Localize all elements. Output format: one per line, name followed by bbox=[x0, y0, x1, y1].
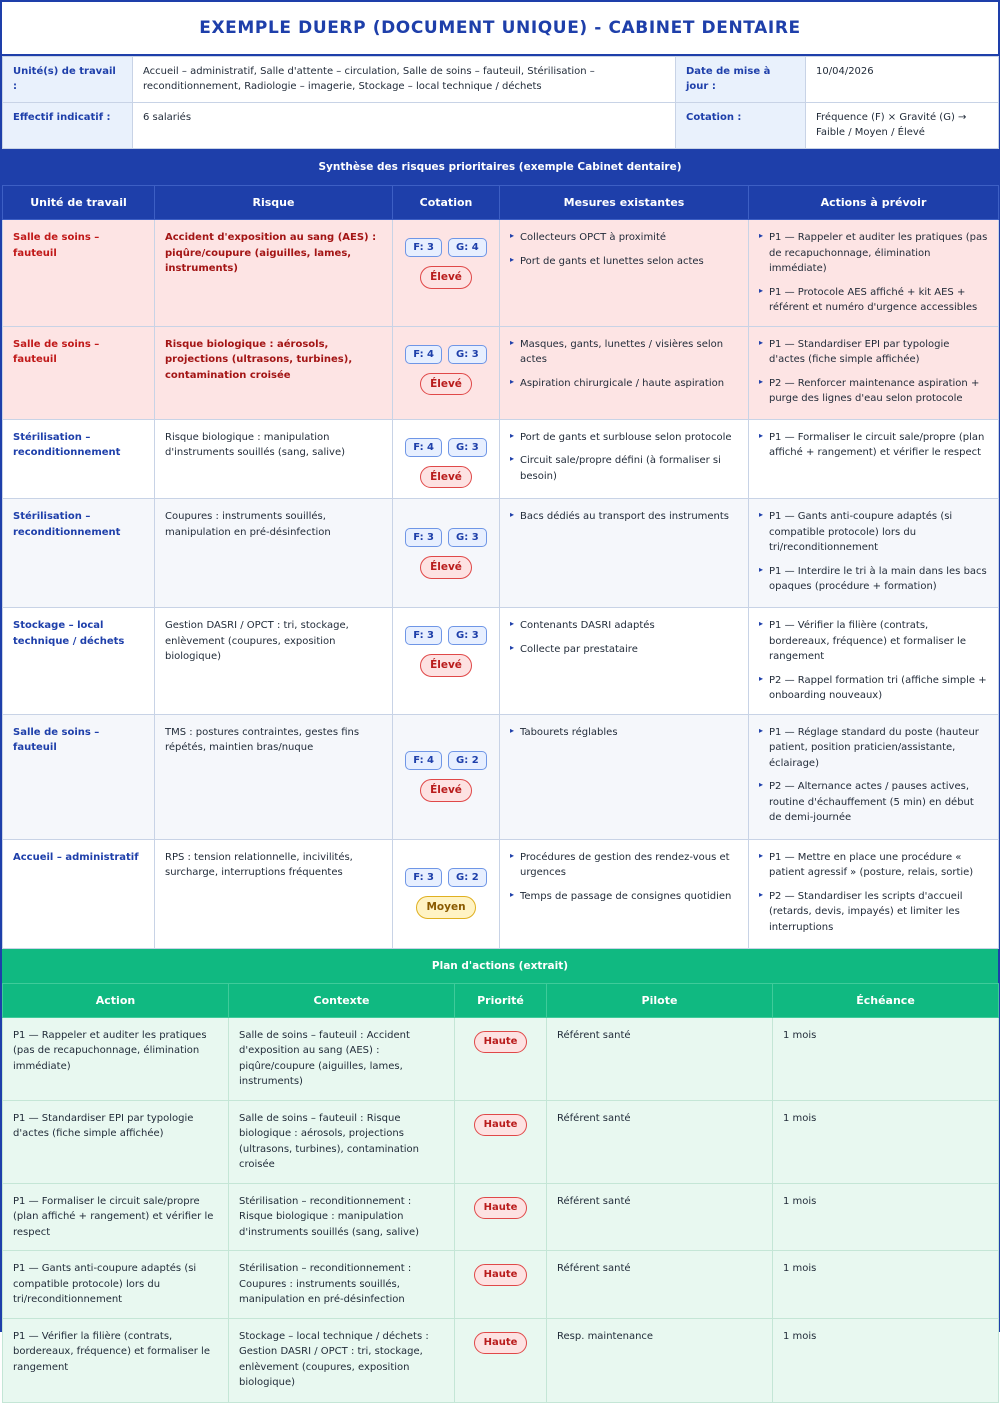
list-item: ▸ P2 — Standardiser les scripts d'accueil (retards, devis, impayés) et limiter les interruptions bbox=[759, 889, 988, 936]
risk-level-badge: Moyen bbox=[416, 896, 475, 919]
meta-row bbox=[3, 103, 999, 149]
meta-table bbox=[2, 56, 999, 149]
frequency-chip: F: 3 bbox=[405, 238, 442, 257]
priority-badge: Haute bbox=[474, 1031, 528, 1053]
header-rating: Cotation bbox=[393, 186, 500, 220]
table-row bbox=[3, 1100, 999, 1183]
risk-unit: Stockage – local technique / déchets bbox=[3, 608, 155, 715]
list-item: ▸ Collecteurs OPCT à proximité bbox=[510, 230, 738, 246]
staff-value: 6 salariés bbox=[133, 103, 676, 149]
plan-deadline: 1 mois bbox=[773, 1100, 999, 1183]
risk-rating bbox=[393, 714, 500, 839]
synthesis-title: Synthèse des risques prioritaires (exemple Cabinet dentaire) bbox=[318, 161, 682, 173]
risk-description: TMS : postures contraintes, gestes fins répétés, maintien bras/nuque bbox=[155, 714, 393, 839]
header-actions: Actions à prévoir bbox=[749, 186, 999, 220]
risk-rating bbox=[393, 220, 500, 327]
risk-level-badge: Élevé bbox=[420, 556, 472, 579]
plan-deadline: 1 mois bbox=[773, 1318, 999, 1402]
plan-priority bbox=[455, 1100, 547, 1183]
risk-level-badge: Élevé bbox=[420, 266, 472, 289]
frequency-chip: F: 4 bbox=[405, 345, 442, 364]
risk-unit: Stérilisation – reconditionnement bbox=[3, 419, 155, 499]
priority-badge: Haute bbox=[474, 1264, 528, 1286]
risk-description: Risque biologique : aérosols, projections (ultrasons, turbines), contamination croisée bbox=[155, 326, 393, 419]
plan-deadline: 1 mois bbox=[773, 1251, 999, 1319]
planned-actions bbox=[749, 714, 999, 839]
action-plan-table bbox=[2, 983, 999, 1403]
plan-deadline: 1 mois bbox=[773, 1183, 999, 1251]
plan-action: P1 — Vérifier la filière (contrats, bordereaux, fréquence) et formaliser le rangement bbox=[3, 1318, 229, 1402]
existing-measures bbox=[500, 839, 749, 948]
date-label: Date de mise à jour : bbox=[676, 57, 806, 103]
list-item: ▸ Collecte par prestataire bbox=[510, 642, 738, 658]
risk-unit: Salle de soins – fauteuil bbox=[3, 714, 155, 839]
plan-action: P1 — Formaliser le circuit sale/propre (plan affiché + rangement) et vérifier le respect bbox=[3, 1183, 229, 1251]
existing-measures bbox=[500, 714, 749, 839]
risk-synthesis-table bbox=[2, 185, 999, 949]
table-row bbox=[3, 1318, 999, 1402]
planned-actions bbox=[749, 839, 999, 948]
list-item: ▸ Temps de passage de consignes quotidien bbox=[510, 889, 738, 905]
rating-label: Cotation : bbox=[676, 103, 806, 149]
header-pilot: Pilote bbox=[547, 983, 773, 1017]
plan-context: Stérilisation – reconditionnement : Coupures : instruments souillés, manipulation en pré-désinfection bbox=[229, 1251, 455, 1319]
plan-context: Salle de soins – fauteuil : Risque biologique : aérosols, projections (ultrasons, turbines), contamination croisée bbox=[229, 1100, 455, 1183]
table-row bbox=[3, 714, 999, 839]
existing-measures bbox=[500, 419, 749, 499]
existing-measures bbox=[500, 326, 749, 419]
list-item: ▸ P1 — Rappeler et auditer les pratiques (pas de recapuchonnage, élimination immédiate) bbox=[759, 230, 988, 277]
frequency-chip: F: 4 bbox=[405, 438, 442, 457]
plan-priority bbox=[455, 1318, 547, 1402]
risk-rating bbox=[393, 326, 500, 419]
planned-actions bbox=[749, 326, 999, 419]
plan-pilot: Référent santé bbox=[547, 1100, 773, 1183]
frequency-chip: F: 4 bbox=[405, 751, 442, 770]
risk-table-header bbox=[3, 186, 999, 220]
list-item: ▸ P1 — Vérifier la filière (contrats, bordereaux, fréquence) et formaliser le rangement bbox=[759, 618, 988, 665]
table-row bbox=[3, 326, 999, 419]
list-item: ▸ Aspiration chirurgicale / haute aspiration bbox=[510, 376, 738, 392]
list-item: ▸ Port de gants et lunettes selon actes bbox=[510, 254, 738, 270]
units-label: Unité(s) de travail : bbox=[3, 57, 133, 103]
priority-badge: Haute bbox=[474, 1114, 528, 1136]
plan-pilot: Référent santé bbox=[547, 1183, 773, 1251]
plan-pilot: Référent santé bbox=[547, 1251, 773, 1319]
planned-actions bbox=[749, 499, 999, 608]
risk-level-badge: Élevé bbox=[420, 779, 472, 802]
risk-rating bbox=[393, 419, 500, 499]
priority-badge: Haute bbox=[474, 1332, 528, 1354]
plan-priority bbox=[455, 1183, 547, 1251]
plan-context: Stérilisation – reconditionnement : Risque biologique : manipulation d'instruments souillés (sang, salive) bbox=[229, 1183, 455, 1251]
planned-actions bbox=[749, 220, 999, 327]
table-row bbox=[3, 608, 999, 715]
action-plan-title: Plan d'actions (extrait) bbox=[431, 959, 569, 972]
risk-unit: Salle de soins – fauteuil bbox=[3, 326, 155, 419]
list-item: ▸ Tabourets réglables bbox=[510, 725, 738, 741]
header-priority: Priorité bbox=[455, 983, 547, 1017]
table-row bbox=[3, 1251, 999, 1319]
risk-unit: Salle de soins – fauteuil bbox=[3, 220, 155, 327]
list-item: ▸ P2 — Alternance actes / pauses actives, routine d'échauffement (5 min) en début de demi-journée bbox=[759, 779, 988, 826]
existing-measures bbox=[500, 608, 749, 715]
risk-description: Accident d'exposition au sang (AES) : piqûre/coupure (aiguilles, lames, instruments) bbox=[155, 220, 393, 327]
priority-badge: Haute bbox=[474, 1197, 528, 1219]
existing-measures bbox=[500, 220, 749, 327]
header-action: Action bbox=[3, 983, 229, 1017]
gravity-chip: G: 2 bbox=[448, 751, 487, 770]
risk-unit: Stérilisation – reconditionnement bbox=[3, 499, 155, 608]
list-item: ▸ P1 — Formaliser le circuit sale/propre (plan affiché + rangement) et vérifier le respect bbox=[759, 430, 988, 461]
gravity-chip: G: 3 bbox=[448, 345, 487, 364]
plan-action: P1 — Rappeler et auditer les pratiques (pas de recapuchonnage, élimination immédiate) bbox=[3, 1017, 229, 1100]
table-row bbox=[3, 1017, 999, 1100]
risk-description: Risque biologique : manipulation d'instruments souillés (sang, salive) bbox=[155, 419, 393, 499]
action-plan-title-bar bbox=[2, 949, 998, 983]
table-row bbox=[3, 419, 999, 499]
header-deadline: Échéance bbox=[773, 983, 999, 1017]
plan-context: Stockage – local technique / déchets : Gestion DASRI / OPCT : tri, stockage, enlèvement (coupures, exposition biologique) bbox=[229, 1318, 455, 1402]
planned-actions bbox=[749, 608, 999, 715]
plan-action: P1 — Gants anti-coupure adaptés (si compatible protocole) lors du tri/reconditionnement bbox=[3, 1251, 229, 1319]
list-item: ▸ P1 — Gants anti-coupure adaptés (si compatible protocole) lors du tri/reconditionnement bbox=[759, 509, 988, 556]
list-item: ▸ P1 — Interdire le tri à la main dans les bacs opaques (procédure + formation) bbox=[759, 564, 988, 595]
meta-row bbox=[3, 57, 999, 103]
risk-description: Coupures : instruments souillés, manipulation en pré-désinfection bbox=[155, 499, 393, 608]
rating-value: Fréquence (F) × Gravité (G) → Faible / Moyen / Élevé bbox=[806, 103, 999, 149]
frequency-chip: F: 3 bbox=[405, 868, 442, 887]
risk-rating bbox=[393, 839, 500, 948]
existing-measures bbox=[500, 499, 749, 608]
list-item: ▸ Procédures de gestion des rendez-vous et urgences bbox=[510, 850, 738, 881]
gravity-chip: G: 4 bbox=[448, 238, 487, 257]
table-row bbox=[3, 839, 999, 948]
risk-description: Gestion DASRI / OPCT : tri, stockage, enlèvement (coupures, exposition biologique) bbox=[155, 608, 393, 715]
risk-unit: Accueil – administratif bbox=[3, 839, 155, 948]
plan-table-header bbox=[3, 983, 999, 1017]
date-value: 10/04/2026 bbox=[806, 57, 999, 103]
list-item: ▸ P1 — Standardiser EPI par typologie d'actes (fiche simple affichée) bbox=[759, 337, 988, 368]
list-item: ▸ P2 — Rappel formation tri (affiche simple + onboarding nouveaux) bbox=[759, 673, 988, 704]
risk-rating bbox=[393, 608, 500, 715]
risk-rating bbox=[393, 499, 500, 608]
list-item: ▸ P2 — Renforcer maintenance aspiration + purge des lignes d'eau selon protocole bbox=[759, 376, 988, 407]
frequency-chip: F: 3 bbox=[405, 626, 442, 645]
gravity-chip: G: 3 bbox=[448, 438, 487, 457]
gravity-chip: G: 3 bbox=[448, 528, 487, 547]
plan-context: Salle de soins – fauteuil : Accident d'exposition au sang (AES) : piqûre/coupure (aiguilles, lames, instruments) bbox=[229, 1017, 455, 1100]
list-item: ▸ P1 — Protocole AES affiché + kit AES + référent et numéro d'urgence accessibles bbox=[759, 285, 988, 316]
plan-deadline: 1 mois bbox=[773, 1017, 999, 1100]
planned-actions bbox=[749, 419, 999, 499]
list-item: ▸ Circuit sale/propre défini (à formaliser si besoin) bbox=[510, 453, 738, 484]
document-title-bar bbox=[2, 2, 998, 56]
plan-priority bbox=[455, 1017, 547, 1100]
risk-level-badge: Élevé bbox=[420, 466, 472, 489]
frequency-chip: F: 3 bbox=[405, 528, 442, 547]
list-item: ▸ Contenants DASRI adaptés bbox=[510, 618, 738, 634]
synthesis-title-bar bbox=[2, 149, 998, 185]
gravity-chip: G: 3 bbox=[448, 626, 487, 645]
plan-priority bbox=[455, 1251, 547, 1319]
list-item: ▸ Masques, gants, lunettes / visières selon actes bbox=[510, 337, 738, 368]
plan-pilot: Resp. maintenance bbox=[547, 1318, 773, 1402]
plan-pilot: Référent santé bbox=[547, 1017, 773, 1100]
header-measures: Mesures existantes bbox=[500, 186, 749, 220]
risk-description: RPS : tension relationnelle, incivilités, surcharge, interruptions fréquentes bbox=[155, 839, 393, 948]
table-row bbox=[3, 220, 999, 327]
list-item: ▸ P1 — Mettre en place une procédure « patient agressif » (posture, relais, sortie) bbox=[759, 850, 988, 881]
units-value: Accueil – administratif, Salle d'attente – circulation, Salle de soins – fauteuil, Stérilisation – reconditionnement, Radiologie – imagerie, Stockage – local technique / déchets bbox=[133, 57, 676, 103]
header-unit: Unité de travail bbox=[3, 186, 155, 220]
document-title: EXEMPLE DUERP (DOCUMENT UNIQUE) - CABINET DENTAIRE bbox=[199, 18, 801, 38]
list-item: ▸ Port de gants et surblouse selon protocole bbox=[510, 430, 738, 446]
header-context: Contexte bbox=[229, 983, 455, 1017]
gravity-chip: G: 2 bbox=[448, 868, 487, 887]
list-item: ▸ Bacs dédiés au transport des instruments bbox=[510, 509, 738, 525]
risk-level-badge: Élevé bbox=[420, 654, 472, 677]
plan-action: P1 — Standardiser EPI par typologie d'actes (fiche simple affichée) bbox=[3, 1100, 229, 1183]
header-risk: Risque bbox=[155, 186, 393, 220]
staff-label: Effectif indicatif : bbox=[3, 103, 133, 149]
table-row bbox=[3, 1183, 999, 1251]
risk-level-badge: Élevé bbox=[420, 373, 472, 396]
table-row bbox=[3, 499, 999, 608]
list-item: ▸ P1 — Réglage standard du poste (hauteur patient, position praticien/assistante, éclairage) bbox=[759, 725, 988, 772]
